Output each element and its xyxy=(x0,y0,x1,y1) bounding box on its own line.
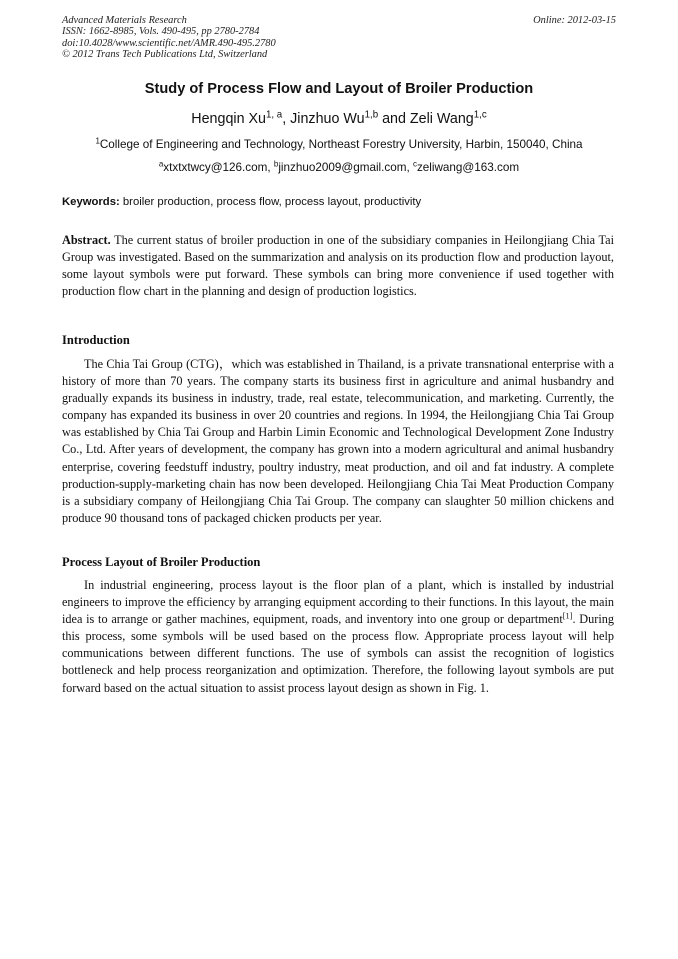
paragraph-text: In industrial engineering, process layout is the floor plan of a plant, which is installed by industrial engineers to improve the efficiency by arranging equipment according to their functions. In this layout, the main idea is to arrange or gather machines, equipment, roads, and inventory into one group or department xyxy=(62,578,614,627)
keywords xyxy=(62,196,616,208)
email-link[interactable]: jinzhuo2009@gmail.com, xyxy=(278,161,413,174)
paper-title: Study of Process Flow and Layout of Broiler Production xyxy=(144,81,534,97)
author-superscript: 1,c xyxy=(473,109,487,121)
section-heading-process-layout: Process Layout of Broiler Production xyxy=(62,555,261,569)
author-superscript: 1, a xyxy=(265,109,283,121)
keywords-text: broiler production, process flow, process layout, productivity xyxy=(119,196,422,208)
author-name: Jinzhuo Wu xyxy=(290,111,365,127)
author-separator: and xyxy=(378,111,410,127)
abstract-text: The current status of broiler production in one of the subsidiary companies in Heilongjiang Chia Tai Group was investigated. Based on the summarization and analysis on its production flow and production layout, some layout symbols were put forward. These symbols can bring more convenience if used together with production flow chart in the planning and design of production logistics. xyxy=(62,233,614,299)
online-date: Online: 2012-03-15 xyxy=(533,15,616,26)
affiliation-superscript: 1 xyxy=(95,136,100,146)
journal-name: Advanced Materials Research xyxy=(62,15,187,26)
introduction-paragraph: The Chia Tai Group (CTG)，which was established in Thailand, is a private transnational enterprise with a history of more than 70 years. The company starts its business first in agriculture and animal husbandry and gradually expands its business in industry, trade, real estate, telecommunication, and marketing. Currently, the company has expanded its business in over 20 countries and regions. In 1994, the Heilongjiang Chia Tai Group was established by Chia Tai Group and Harbin Limin Economic and Technological Development Zone Industry Co., Ltd. After years of development, the company has grown into a modern agricultural and animal husbandry enterprise, covering feedstuff industry, poultry industry, meat production, and oil and fat industry. A complete production-supply-marketing chain has now been developed. Heilongjiang Chia Tai Meat Production Company is a subsidiary company of Heilongjiang Chia Tai Group. The company can slaughter 50 million chickens and produce 90 thousand tons of packaged chicken products per year. xyxy=(62,357,614,525)
abstract-label: Abstract. xyxy=(62,233,111,247)
author-name: Hengqin Xu xyxy=(191,111,266,127)
email-superscript: c xyxy=(412,159,417,169)
doi-line: doi:10.4028/www.scientific.net/AMR.490-495.2780 xyxy=(62,37,276,49)
process-layout-paragraph xyxy=(62,577,614,697)
author-list xyxy=(62,111,616,127)
issn-line: ISSN: 1662-8985, Vols. 490-495, pp 2780-2784 xyxy=(62,26,260,38)
paragraph-text: . During this process, some symbols will be used based on the process flow. Appropriate process layout will help communications between different functions. The use of symbols can assist the recognition of logistics bottleneck and help process reorganization and optimization. Therefore, the following layout symbols are put forward based on the actual situation to assist process layout design as shown in Fig. 1. xyxy=(62,612,614,695)
copyright-line: © 2012 Trans Tech Publications Ltd, Switzerland xyxy=(62,48,268,60)
author-superscript: 1,b xyxy=(364,109,379,121)
journal-header xyxy=(62,15,616,60)
email-superscript: a xyxy=(158,159,164,169)
abstract xyxy=(62,232,614,300)
citation-reference[interactable]: [1] xyxy=(562,611,573,621)
author-name: Zeli Wang xyxy=(409,111,474,127)
keywords-label: Keywords: xyxy=(62,196,120,208)
affiliation-text: College of Engineering and Technology, Northeast Forestry University, Harbin, 150040, China xyxy=(99,138,583,151)
email-link[interactable]: zeliwang@163.com xyxy=(416,161,520,174)
email-link[interactable]: xtxtxtwcy@126.com, xyxy=(163,161,274,174)
section-heading-introduction: Introduction xyxy=(62,333,130,347)
affiliation xyxy=(62,138,616,151)
email-superscript: b xyxy=(273,159,279,169)
email-list xyxy=(62,161,616,174)
author-separator: , xyxy=(282,111,291,127)
